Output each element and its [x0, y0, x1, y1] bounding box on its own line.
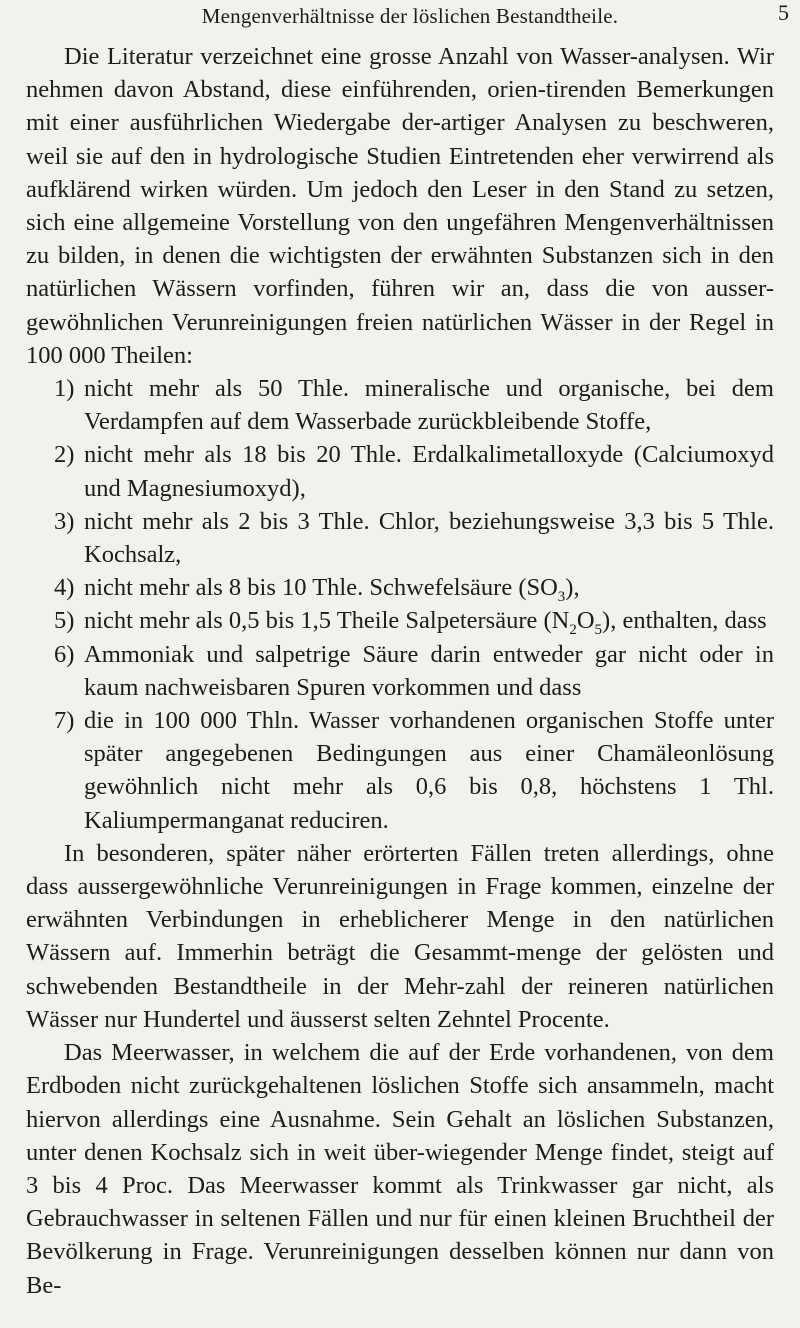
list-text: Ammoniak und salpetrige Säure darin entweder gar nicht oder in kaum nachweisbaren Spuren vorkommen und dass — [84, 640, 774, 701]
list-item — [26, 604, 774, 637]
running-header: Mengenverhältnisse der löslichen Bestandtheile. — [201, 4, 619, 28]
list-item — [26, 638, 774, 704]
paragraph-seawater: Das Meerwasser, in welchem die auf der Erde vorhandenen, von dem Erdboden nicht zurückgehaltenen löslichen Stoffe sich ansammeln, macht hiervon allerdings eine Ausnahme. Sein Gehalt an löslichen Substanzen, unter denen Kochsalz sich in weit über-wiegender Menge findet, steigt auf 3 bis 4 Proc. Das Meerwasser kommt als Trinkwasser gar nicht, als Gebrauchwasser in seltenen Fällen und nur für einen kleinen Bruchtheil der Bevölkerung in Frage. Verunreinigungen desselben können nur dann von Be- — [26, 1039, 774, 1299]
list-number: 7) — [54, 707, 75, 735]
paragraph-exceptions: In besonderen, später näher erörterten Fällen treten allerdings, ohne dass aussergewöhnliche Verunreinigungen in Frage kommen, einzelne der erwähnten Verbindungen in erheblicherer Menge in den natürlichen Wässern auf. Immerhin beträgt die Gesammt-menge der gelösten und schwebenden Bestandtheile in der Mehr-zahl der reineren natürlichen Wässer nur Hundertel und äusserst selten Zehntel Procente. — [26, 839, 774, 1033]
list-number: 4) — [54, 574, 75, 602]
paragraph-intro: Die Literatur verzeichnet eine grosse Anzahl von Wasser-analysen. Wir nehmen davon Abstand, diese einführenden, orien-tirenden Bemerkungen mit einer ausführlichen Wiedergabe der-artiger Analysen zu beschweren, weil sie auf den in hydrologische Studien Eintretenden eher verwirrend als aufklärend wirken würden. Um jedoch den Leser in den Stand zu setzen, sich eine allgemeine Vorstellung von den ungefähren Mengenverhältnissen zu bilden, in denen die wichtigsten der erwähnten Substanzen sich in den natürlichen Wässern vorfinden, führen wir an, dass die von ausser-gewöhnlichen Verunreinigungen freien natürlichen Wässer in der Regel in 100 000 Theilen: — [26, 43, 774, 369]
list-number: 1) — [54, 375, 75, 403]
list-item — [26, 571, 774, 604]
list-item — [26, 372, 774, 438]
subscript: 5 — [594, 622, 603, 639]
formula-text: ), — [565, 574, 580, 602]
list-text — [84, 607, 767, 639]
limits-list — [26, 372, 774, 837]
list-text: nicht mehr als 50 Thle. mineralische und organische, bei dem Verdampfen auf dem Wasserbade zurückbleibende Stoffe, — [84, 375, 774, 436]
formula-text: O — [576, 607, 595, 635]
formula-text: nicht mehr als 8 bis 10 Thle. Schwefelsäure (SO — [84, 574, 558, 602]
list-number: 3) — [54, 507, 75, 535]
list-number: 2) — [54, 441, 75, 469]
list-text: die in 100 000 Thln. Wasser vorhandenen organischen Stoffe unter später angegebenen Bedingungen aus einer Chamäleonlösung gewöhnlich nicht mehr als 0,6 bis 0,8, höchstens 1 Thl. Kaliumpermanganat reduciren. — [84, 707, 774, 834]
list-item — [26, 505, 774, 571]
list-text: nicht mehr als 18 bis 20 Thle. Erdalkalimetalloxyde (Calciumoxyd und Magnesiumoxyd), — [84, 441, 774, 502]
list-text — [84, 574, 580, 606]
list-item — [26, 704, 774, 837]
list-number: 6) — [54, 640, 75, 668]
body-text — [26, 40, 774, 1302]
subscript: 2 — [569, 622, 577, 639]
formula-text: nicht mehr als 0,5 bis 1,5 Theile Salpetersäure (N — [84, 607, 570, 635]
list-item — [26, 438, 774, 504]
list-number: 5) — [54, 607, 75, 635]
list-text: nicht mehr als 2 bis 3 Thle. Chlor, beziehungsweise 3,3 bis 5 Thle. Kochsalz, — [84, 507, 774, 569]
subscript: 3 — [557, 589, 566, 606]
formula-text: ), enthalten, dass — [602, 607, 767, 635]
page-number: 5 — [778, 0, 789, 25]
